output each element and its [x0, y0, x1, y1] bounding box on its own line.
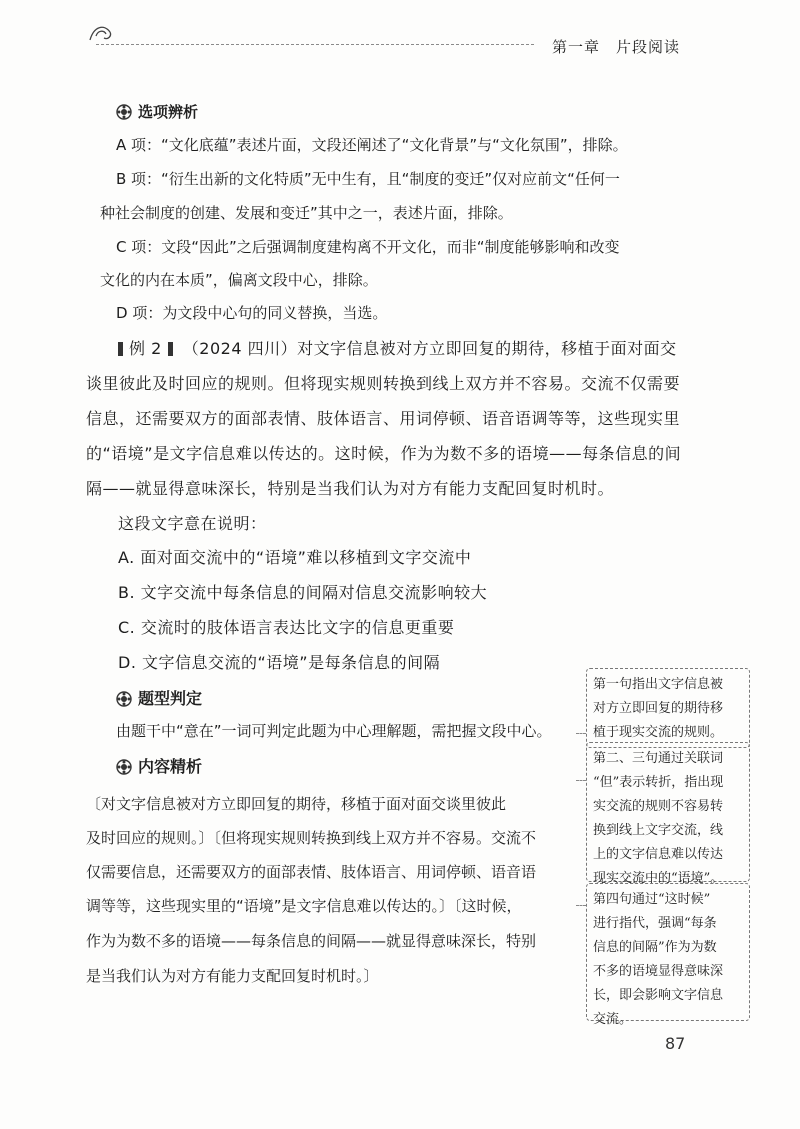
flower-icon	[116, 759, 132, 775]
side-note-line: 进行指代，强调“每条	[593, 916, 717, 931]
flower-icon	[116, 691, 132, 707]
option-d: D. 文字信息交流的“语境”是每条信息的间隔	[118, 653, 441, 672]
side-note-line: 交流。	[593, 1012, 633, 1027]
side-note-line: 植于现实交流的规则。	[593, 725, 724, 740]
option-analysis-line: C 项：文段“因此”之后强调制度建构离不开文化，而非“制度能够影响和改变	[116, 238, 620, 256]
section-title: 内容精析	[138, 757, 203, 776]
side-note-line: 换到线上文字交流，线	[593, 823, 724, 838]
side-note-line: 第四句通过“这时候”	[593, 892, 711, 907]
side-note-line: 不多的语境显得意味深	[593, 964, 724, 979]
example-marker-icon	[168, 342, 173, 356]
example-passage-line: 信息，还需要双方的面部表情、肢体语言、用词停顿、语音语调等等，这些现实里	[86, 409, 681, 428]
example-source: （2024 四川）	[182, 339, 298, 358]
type-judgement-text: 由题干中“意在”一词可判定此题为中心理解题，需把握文段中心。	[116, 722, 552, 740]
header-title: 第一章 片段阅读	[552, 38, 681, 56]
content-analysis-line: 及时回应的规则。〕〔但将现实规则转换到线上双方并不容易。交流不	[86, 829, 537, 847]
question-stem: 这段文字意在说明：	[118, 514, 267, 533]
side-note-line: 信息的间隔”作为为数	[593, 940, 717, 955]
side-note-1	[586, 668, 750, 748]
section-title: 选项辨析	[138, 103, 199, 121]
note-connector	[576, 733, 586, 734]
side-note-line: 现实交流中的“语境”。	[593, 871, 724, 886]
option-analysis-line: A 项：“文化底蕴”表述片面，文段还阐述了“文化背景”与“文化氛围”，排除。	[116, 136, 628, 154]
content-analysis-line: 作为为数不多的语境——每条信息的间隔——就显得意味深长，特别	[86, 932, 537, 950]
side-note-line: 第一句指出文字信息被	[593, 677, 724, 692]
example-first-text: 对文字信息被对方立即回复的期待，移植于面对面交	[297, 339, 677, 358]
option-c: C. 交流时的肢体语言表达比文字的信息更重要	[118, 618, 455, 637]
option-analysis-line: 文化的内在本质”，偏离文段中心，排除。	[100, 271, 378, 289]
side-note-line: 第二、三句通过关联词	[593, 751, 724, 766]
side-note-line: “但”表示转折，指出现	[593, 775, 724, 790]
section-content-analysis	[116, 754, 202, 777]
example-first-line	[118, 336, 677, 359]
note-connector	[576, 905, 586, 906]
example-marker-icon	[118, 342, 123, 356]
example-passage-line: 隔——就显得意味深长，特别是当我们认为对方有能力支配回复时机时。	[86, 479, 615, 498]
section-type-judgement	[116, 686, 202, 709]
option-analysis-line: 种社会制度的创建、发展和变迁”其中之一，表述片面，排除。	[100, 204, 513, 222]
content-analysis-line: 是当我们认为对方有能力支配回复时机时。〕	[86, 967, 379, 985]
flower-icon	[116, 104, 132, 120]
side-note-line: 长，即会影响文字信息	[593, 988, 724, 1003]
side-note-line: 实交流的规则不容易转	[593, 799, 724, 814]
option-a: A. 面对面交流中的“语境”难以移植到文字交流中	[118, 548, 472, 567]
note-connector	[576, 780, 586, 781]
option-b: B. 文字交流中每条信息的间隔对信息交流影响较大	[118, 583, 488, 602]
content-analysis-line: 〔对文字信息被对方立即回复的期待，移植于面对面交谈里彼此	[86, 795, 507, 813]
page-number: 87	[665, 1034, 686, 1053]
option-analysis-line: B 项：“衍生出新的文化特质”无中生有，且“制度的变迁”仅对应前文“任何一	[116, 170, 620, 188]
example-label: 例 2	[129, 339, 162, 358]
side-note-line: 上的文字信息难以传达	[593, 847, 724, 862]
section-title: 题型判定	[138, 689, 203, 708]
option-analysis-line: D 项：为文段中心句的同义替换，当选。	[116, 304, 388, 322]
header-rule	[96, 44, 534, 45]
content-analysis-line: 仅需要信息，还需要双方的面部表情、肢体语言、用词停顿、语音语	[86, 863, 537, 881]
example-passage-line: 的“语境”是文字信息难以传达的。这时候，作为为数不多的语境——每条信息的间	[86, 444, 682, 463]
side-note-2	[586, 742, 750, 886]
content-analysis-line: 调等等，这些现实里的“语境”是文字信息难以传达的。〕〔这时候，	[86, 897, 522, 915]
example-passage-line: 谈里彼此及时回应的规则。但将现实规则转换到线上双方并不容易。交流不仅需要	[86, 374, 681, 393]
side-note-3	[586, 883, 750, 1027]
section-option-analysis	[116, 101, 198, 122]
side-note-line: 对方立即回复的期待移	[593, 701, 724, 716]
